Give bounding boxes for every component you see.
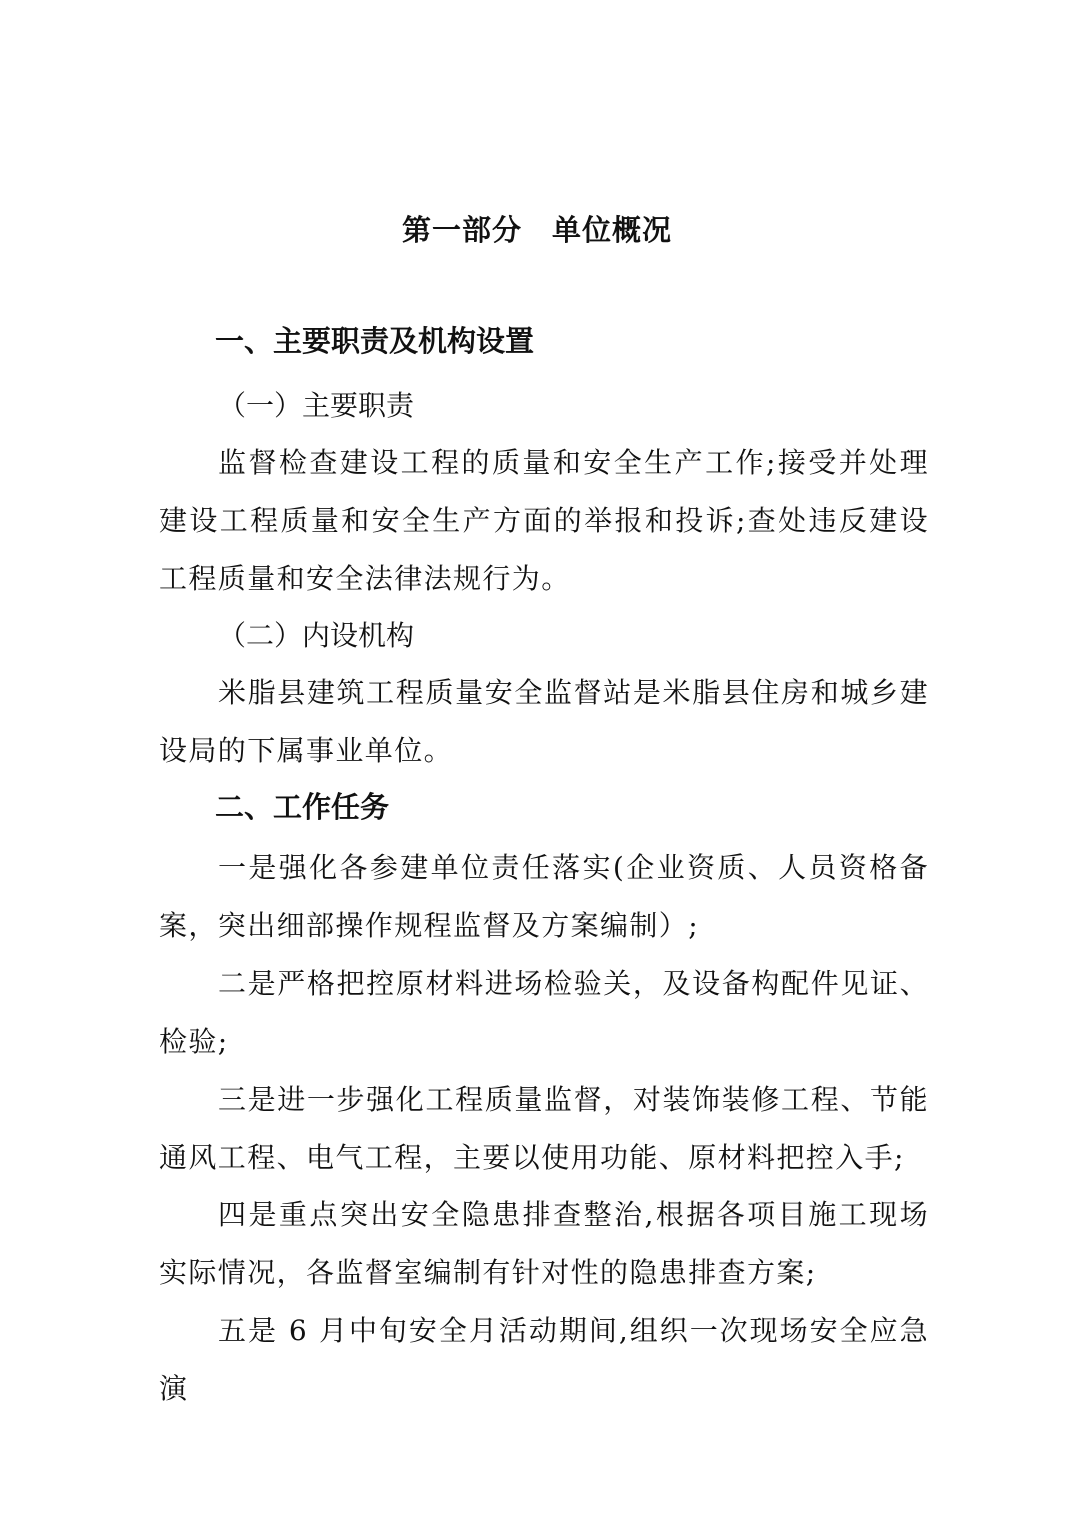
section-heading-responsibilities: 一、主要职责及机构设置: [215, 324, 535, 358]
page-title: 第一部分 单位概况: [401, 213, 672, 247]
paragraph-main-duties: 监督检查建设工程的质量和安全生产工作;接受并处理建设工程质量和安全生产方面的举报和投诉;查处违反建设工程质量和安全法律法规行为。: [159, 446, 929, 595]
task-item-1: 一是强化各参建单位责任落实(企业资质、人员资格备案，突出细部操作规程监督及方案编制）;: [159, 851, 929, 942]
subsection-heading-internal-structure: （二）内设机构: [218, 619, 415, 652]
section-heading-work-tasks: 二、工作任务: [215, 790, 390, 824]
paragraph-internal-structure: 米脂县建筑工程质量安全监督站是米脂县住房和城乡建设局的下属事业单位。: [159, 676, 929, 767]
subsection-heading-main-duties: （一）主要职责: [218, 389, 415, 422]
task-item-4: 四是重点突出安全隐患排查整治,根据各项目施工现场实际情况，各监督室编制有针对性的隐患排查方案;: [159, 1198, 929, 1289]
task-item-3: 三是进一步强化工程质量监督，对装饰装修工程、节能通风工程、电气工程，主要以使用功能、原材料把控入手;: [159, 1083, 929, 1174]
task-item-2: 二是严格把控原材料进场检验关，及设备构配件见证、检验;: [159, 967, 929, 1058]
task-item-5: 五是 6 月中旬安全月活动期间,组织一次现场安全应急演: [159, 1314, 929, 1405]
